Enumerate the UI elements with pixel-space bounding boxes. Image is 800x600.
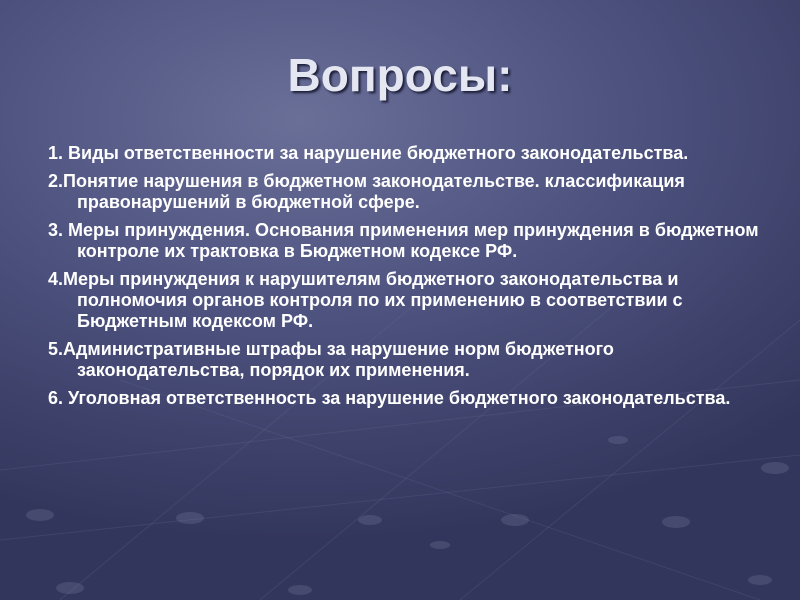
slide-title: Вопросы: — [287, 49, 513, 101]
list-item: 1. Виды ответственности за нарушение бюджетного законодательства. — [48, 143, 689, 163]
list-item: 5.Административные штрафы за нарушение норм бюджетного законодательства, порядок их применения. — [48, 339, 614, 380]
questions-list — [48, 143, 768, 416]
list-item: 2.Понятие нарушения в бюджетном законодательстве. классификация правонарушений в бюджетной сфере. — [48, 171, 685, 212]
list-item: 6. Уголовная ответственность за нарушение бюджетного законодательства. — [48, 388, 731, 408]
list-item: 4.Меры принуждения к нарушителям бюджетного законодательства и полномочия органов контроля по их применению в соответствии с Бюджетным кодексом РФ. — [48, 269, 683, 331]
list-item: 3. Меры принуждения. Основания применения мер принуждения в бюджетном контроле их трактовка в Бюджетном кодексе РФ. — [48, 220, 759, 261]
